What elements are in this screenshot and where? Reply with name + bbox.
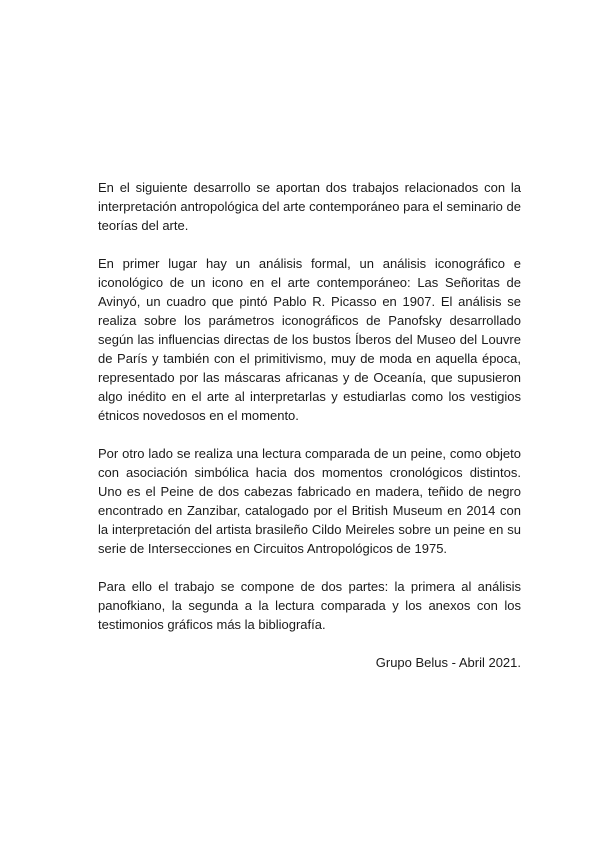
paragraph-comparative-reading: Por otro lado se realiza una lectura comparada de un peine, como objeto con asociación simbólica hacia dos momentos cronológicos distintos. Uno es el Peine de dos cabezas fabricado en madera, teñido de negro encontrado en Zanzibar, catalogado por el British Museum en 2014 con la interpretación del artista brasileño Cildo Meireles sobre un peine en su serie de Intersecciones en Circuitos Antropológicos de 1975. [98,446,521,556]
document-page [98,178,521,672]
paragraph-structure: Para ello el trabajo se compone de dos partes: la primera al análisis panofkiano, la segunda a la lectura comparada y los anexos con los testimonios gráficos más la bibliografía. [98,579,521,632]
signature-line: Grupo Belus - Abril 2021. [375,655,521,670]
paragraph-formal-analysis: En primer lugar hay un análisis formal, un análisis iconográfico e iconológico de un icono en el arte contemporáneo: Las Señoritas de Avinyó, un cuadro que pintó Pablo R. Picasso en 1907. El análisis se realiza sobre los parámetros iconográficos de Panofsky desarrollado según las influencias directas de los bustos Íberos del Museo del Louvre de París y también con el primitivismo, muy de moda en aquella época, representado por las máscaras africanas y de Oceanía, que supusieron algo inédito en el arte al interpretarlas y estudiarlas como los vestigios étnicos novedosos en el momento. [98,256,521,423]
paragraph-intro: En el siguiente desarrollo se aportan dos trabajos relacionados con la interpretación antropológica del arte contemporáneo para el seminario de teorías del arte. [98,180,521,233]
